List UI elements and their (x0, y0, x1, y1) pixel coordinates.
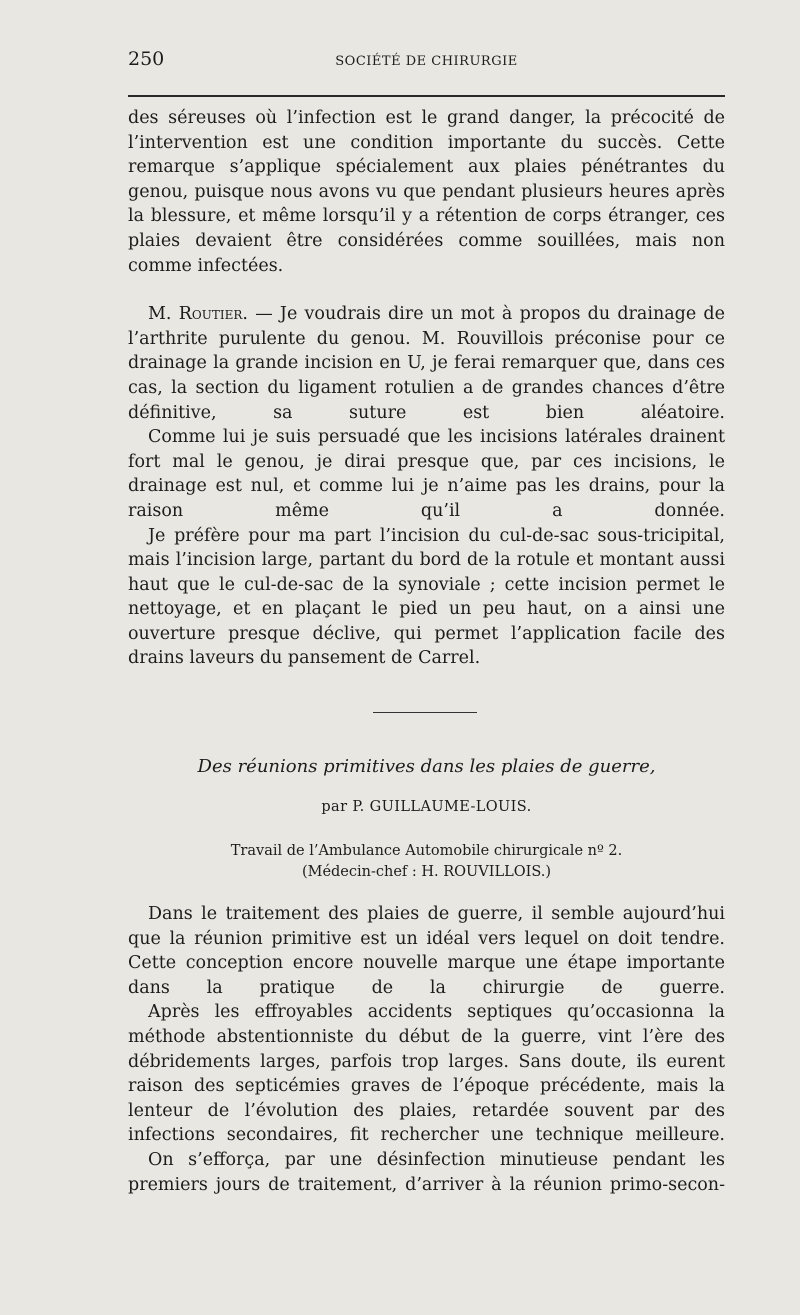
speaker-prefix: M. (148, 304, 179, 325)
section-divider (373, 712, 477, 713)
article-paragraph-1: Dans le traitement des plaies de guerre, il semble aujourd’hui que la réunion primitive est un idéal vers lequel on doit tendre. Cette conception encore nouvelle marque une étape importante dans la pratique de la chirurgie de guerre. (128, 904, 725, 998)
speaker-suffix: . (242, 304, 248, 325)
routier-paragraph-2: Comme lui je suis persuadé que les incisions latérales drainent fort mal le genou, je dirai presque que, par ces incisions, le drainage est nul, et comme lui je n’aime pas les drains, pour la raison même qu’il a donnée. (128, 427, 725, 521)
routier-paragraph-1 (128, 302, 725, 425)
page-number: 250 (128, 48, 165, 70)
article-paragraph-3: On s’efforça, par une désinfection minutieuse pendant les premiers jours de traitement, d’arriver à la réunion primo-secon- (128, 1149, 725, 1195)
article-title: Des réunions primitives dans les plaies de guerre, (197, 756, 656, 777)
article-body (128, 902, 725, 1197)
intro-paragraph: des séreuses où l’infection est le grand danger, la précocité de l’intervention est une condition importante du succès. Cette remarque s’applique spécialement aux plaies pénétrantes du genou, puisque nous avons vu que pendant plusieurs heures après la blessure, et même lorsqu’il y a rétention de corps étranger, ces plaies devaient être considérées comme souillées, mais non comme infectées. (128, 108, 725, 276)
article-affiliation (128, 841, 725, 883)
discussion-section (128, 106, 725, 671)
routier-paragraph-1-text: — Je voudrais dire un mot à propos du drainage de l’arthrite purulente du genou. M. Rouvillois préconise pour ce drainage la grande incision en U, je ferai remarquer que, dans ces cas, la section du ligament rotulien a de grandes chances d’être définitive, sa suture est bien aléatoire. (128, 304, 725, 423)
affiliation-line-2: (Médecin-chef : H. ROUVILLOIS.) (301, 864, 552, 880)
running-title: SOCIÉTÉ DE CHIRURGIE (335, 54, 518, 69)
speaker-name: Routier (178, 304, 243, 325)
affiliation-line-1: Travail de l’Ambulance Automobile chirurgicale nº 2. (230, 843, 623, 859)
article-paragraph-2: Après les effroyables accidents septiques qu’occasionna la méthode abstentionniste du début de la guerre, vint l’ère des débridements larges, parfois trop larges. Sans doute, ils eurent raison des septicémies graves de l’époque précédente, mais la lenteur de l’évolution des plaies, retardée souvent par des infections secondaires, fit rechercher une technique meilleure. (128, 1002, 725, 1146)
routier-paragraph-3: Je préfère pour ma part l’incision du cul-de-sac sous-tricipital, mais l’incision large, partant du bord de la rotule et montant aussi haut que le cul-de-sac de la synoviale ; cette incision permet le nettoyage, et en plaçant le pied un peu haut, on a ainsi une ouverture presque déclive, qui permet l’application facile des drains laveurs du pansement de Carrel. (128, 525, 725, 669)
article-byline: par P. GUILLAUME-LOUIS. (321, 799, 532, 815)
header-rule (128, 95, 725, 97)
page-header (128, 48, 725, 78)
